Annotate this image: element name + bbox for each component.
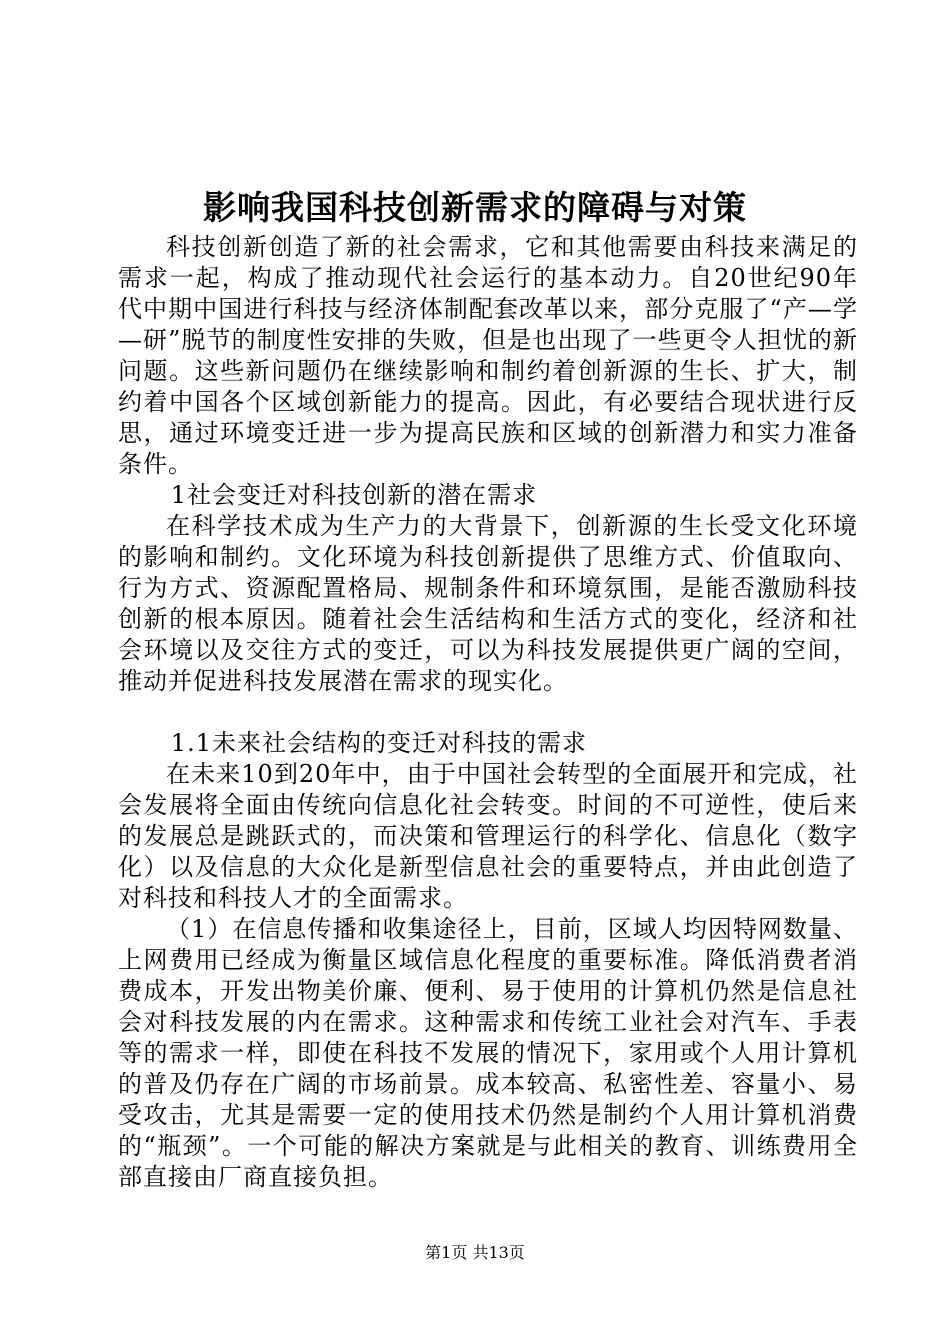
- paragraph-section-1-1: 在未来10到20年中，由于中国社会转型的全面展开和完成，社会发展将全面由传统向信息化社会转变。时间的不可逆性，使后来的发展总是跳跃式的，而决策和管理运行的科学化、信息化（数字化）以及信息的大众化是新型信息社会的重要特点，并由此创造了对科技和科技人才的全面需求。: [118, 760, 858, 912]
- document-body: [118, 232, 858, 1193]
- paragraph-intro: 科技创新创造了新的社会需求，它和其他需要由科技来满足的需求一起，构成了推动现代社会运行的基本动力。自20世纪90年代中期中国进行科技与经济体制配套改革以来，部分克服了“产—学—研”脱节的制度性安排的失败，但是也出现了一些更令人担忧的新问题。这些新问题仍在继续影响和制约着创新源的生长、扩大，制约着中国各个区域创新能力的提高。因此，有必要结合现状进行反思，通过环境变迁进一步为提高民族和区域的创新潜力和实力准备条件。: [118, 233, 858, 478]
- paragraph-section-1: 在科学技术成为生产力的大背景下，创新源的生长受文化环境的影响和制约。文化环境为科技创新提供了思维方式、价值取向、行为方式、资源配置格局、规制条件和环境氛围，是能否激励科技创新的根本原因。随着社会生活结构和生活方式的变化，经济和社会环境以及交往方式的变迁，可以为科技发展提供更广阔的空间，推动并促进科技发展潜在需求的现实化。: [118, 512, 858, 695]
- paragraph-item-1: （1）在信息传播和收集途径上，目前，区域人均因特网数量、上网费用已经成为衡量区域信息化程度的重要标准。降低消费者消费成本，开发出物美价廉、便利、易于使用的计算机仍然是信息社会对科技发展的内在需求。这种需求和传统工业社会对汽车、手表等的需求一样，即使在科技不发展的情况下，家用或个人用计算机的普及仍存在广阔的市场前景。成本较高、私密性差、容量小、易受攻击，尤其是需要一定的使用技术仍然是制约个人用计算机消费的“瓶颈”。一个可能的解决方案就是与此相关的教育、训练费用全部直接由厂商直接负担。: [118, 915, 858, 1191]
- paragraph-gap: [118, 697, 858, 728]
- document-title: 影响我国科技创新需求的障碍与对策: [203, 188, 747, 227]
- section-heading-1-1: 1.1未来社会结构的变迁对科技的需求: [170, 729, 587, 757]
- page-footer: 第1页 共13页: [425, 1243, 525, 1262]
- section-heading-1: 1社会变迁对科技创新的潜在需求: [170, 481, 538, 509]
